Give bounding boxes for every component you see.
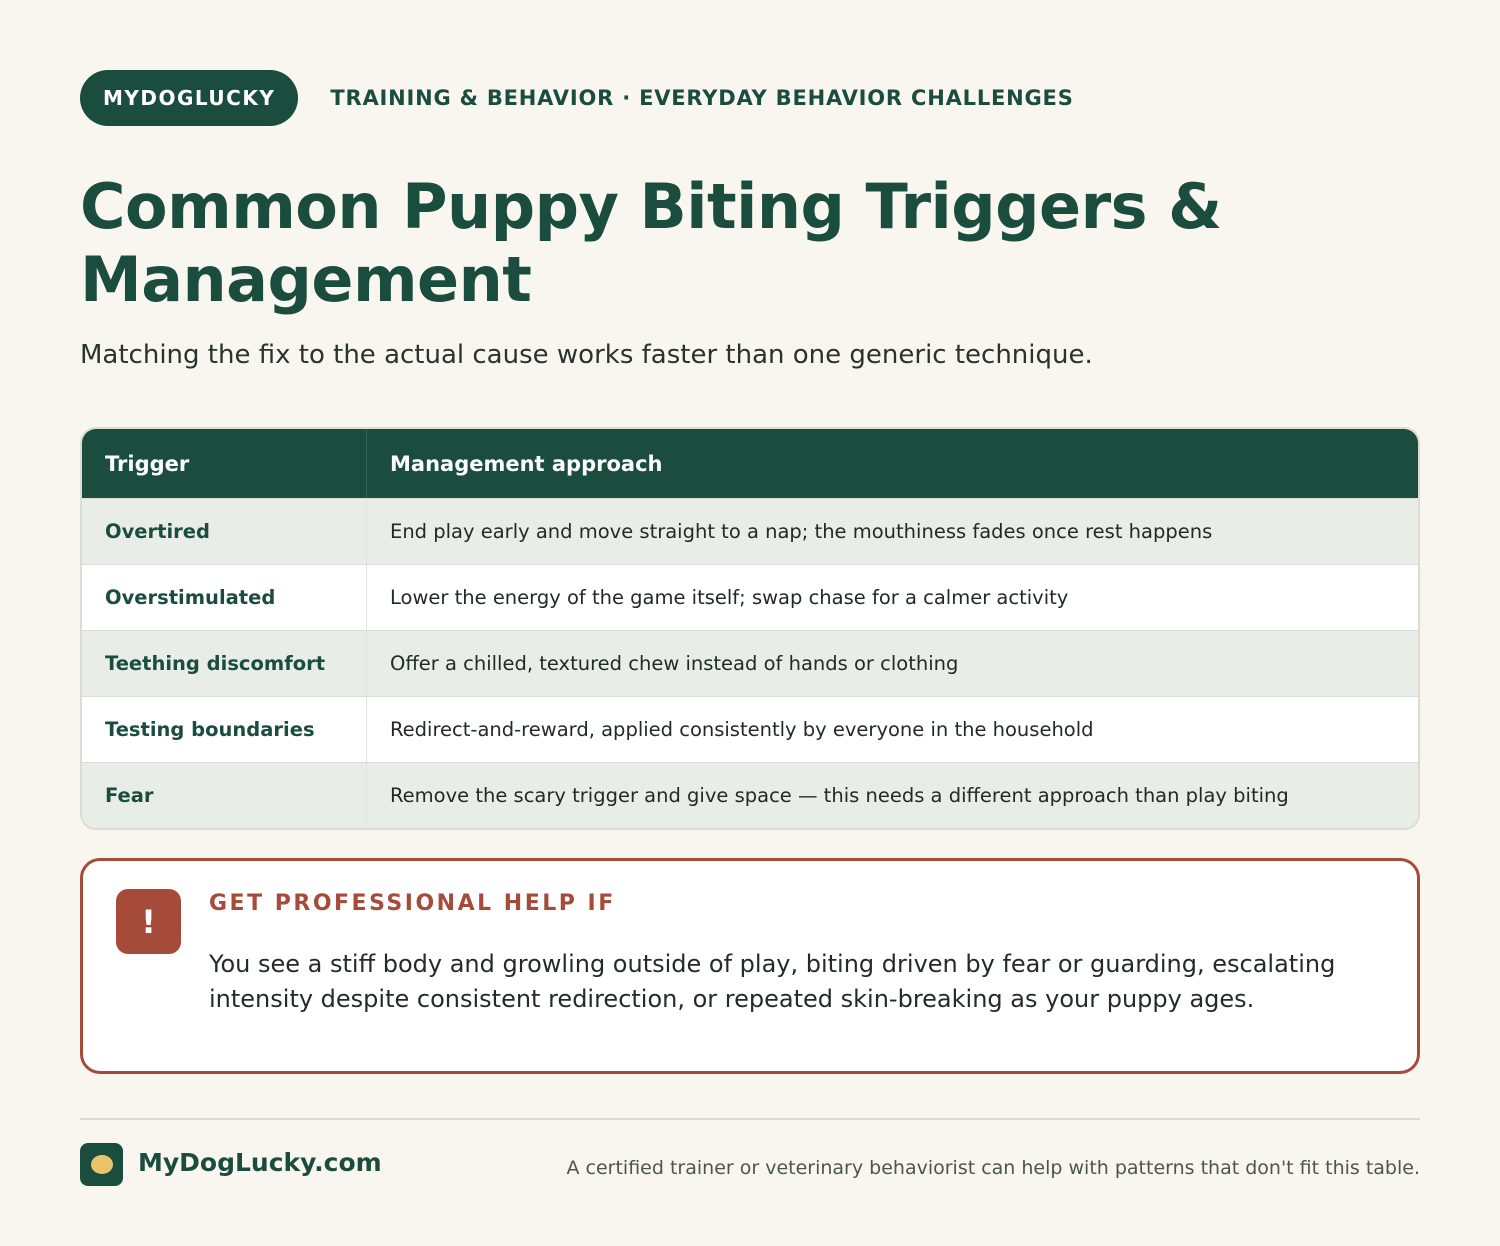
trigger-cell: Testing boundaries — [82, 697, 367, 762]
table-row — [82, 564, 1418, 630]
page-subtitle: Matching the fix to the actual cause works faster than one generic technique. — [80, 340, 1093, 370]
logo-dot — [91, 1155, 113, 1174]
trigger-cell: Overstimulated — [82, 565, 367, 630]
column-header-trigger: Trigger — [82, 429, 367, 498]
page-title: Common Puppy Biting Triggers & Management — [80, 170, 1222, 316]
triggers-table — [80, 427, 1420, 830]
table-header-row — [82, 429, 1418, 498]
dog-logo-icon — [80, 1143, 123, 1186]
approach-cell: End play early and move straight to a nap; the mouthiness fades once rest happens — [390, 520, 1213, 543]
callout-body: You see a stiff body and growling outside of play, biting driven by fear or guarding, escalating intensity despite consistent redirection, or repeated skin-breaking as your puppy ages. — [209, 950, 1336, 1013]
top-bar — [80, 70, 1074, 126]
approach-cell: Redirect-and-reward, applied consistently by everyone in the household — [390, 718, 1094, 741]
footer-note: A certified trainer or veterinary behaviorist can help with patterns that don't fit this table. — [566, 1157, 1420, 1179]
brand-badge[interactable]: MYDOGLUCKY — [80, 70, 298, 126]
approach-cell: Lower the energy of the game itself; swap chase for a calmer activity — [390, 586, 1069, 609]
table-row — [82, 762, 1418, 828]
approach-cell: Offer a chilled, textured chew instead of hands or clothing — [390, 652, 959, 675]
table-row — [82, 696, 1418, 762]
exclamation-icon: ! — [116, 889, 181, 954]
site-link[interactable]: MyDogLucky.com — [138, 1148, 382, 1177]
table-row — [82, 498, 1418, 564]
table-row — [82, 630, 1418, 696]
footer-divider — [80, 1118, 1420, 1120]
trigger-cell: Teething discomfort — [82, 631, 367, 696]
breadcrumb: TRAINING & BEHAVIOR · EVERYDAY BEHAVIOR CHALLENGES — [330, 86, 1074, 110]
approach-cell: Remove the scary trigger and give space — this needs a different approach than play biting — [390, 784, 1289, 807]
callout-heading: GET PROFESSIONAL HELP IF — [209, 891, 616, 916]
trigger-cell: Fear — [82, 763, 367, 828]
trigger-cell: Overtired — [82, 499, 367, 564]
professional-help-callout — [80, 858, 1420, 1074]
column-header-approach: Management approach — [390, 451, 663, 476]
